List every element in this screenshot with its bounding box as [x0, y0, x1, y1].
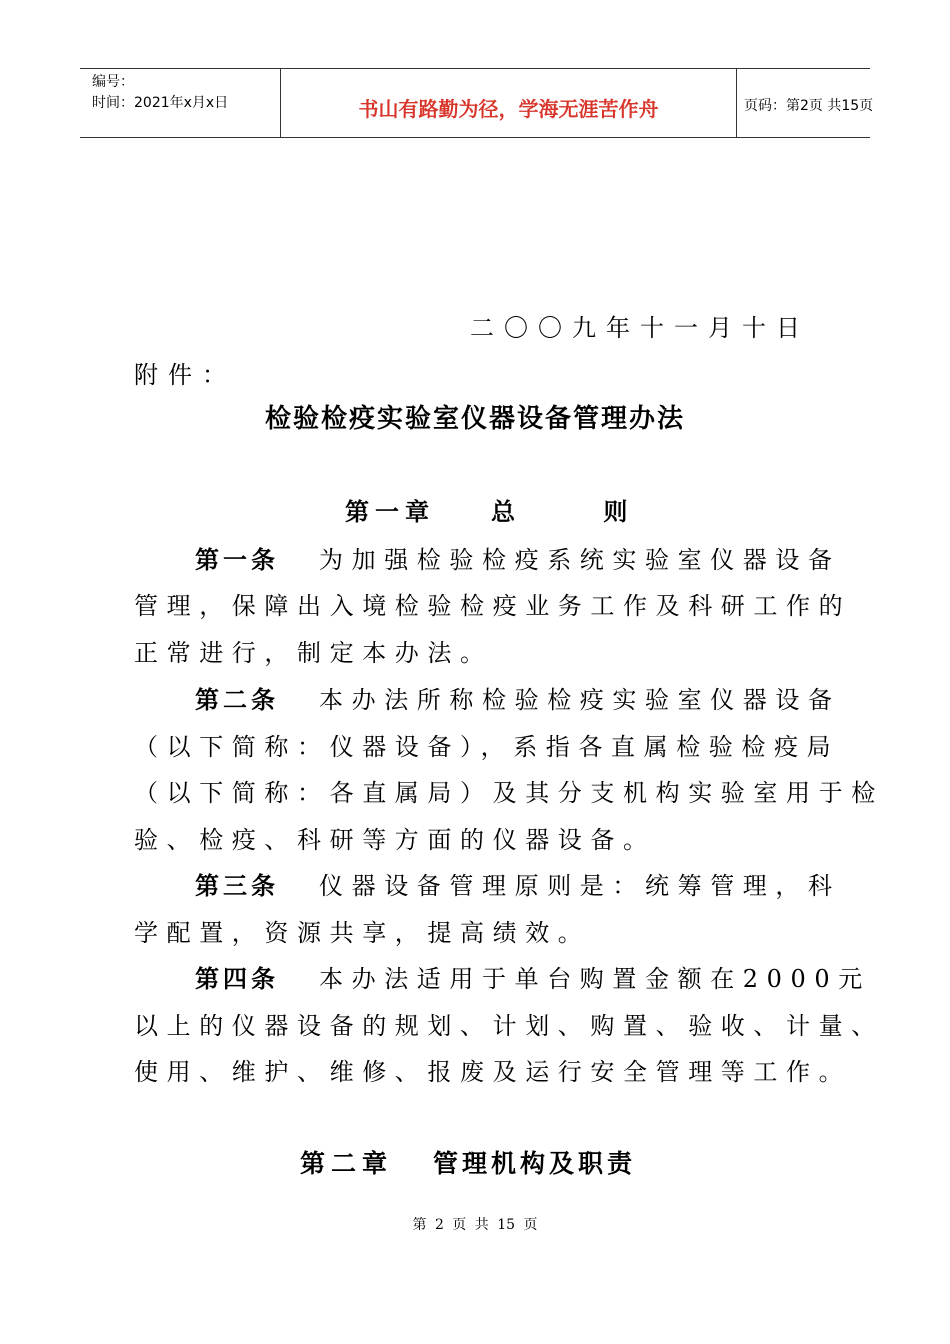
article-1-line-2: 管理，保障出入境检验检疫业务工作及科研工作的 — [134, 592, 852, 620]
article-2-text-1: 本办法所称检验检疫实验室仪器设备 — [319, 686, 841, 714]
header-motto-cell — [280, 69, 737, 137]
chapter-2-number: 第二章 — [300, 1149, 394, 1178]
number-label: 编号： — [92, 74, 134, 90]
chapter-2-title: 管理机构及职责 — [433, 1149, 637, 1178]
article-2-line-1 — [195, 680, 841, 715]
page-footer: 第 2 页 共 15 页 — [412, 1217, 538, 1233]
article-1-text-1: 为加强检验检疫系统实验室仪器设备 — [319, 546, 841, 574]
article-1-label: 第一条 — [195, 546, 279, 574]
chapter-2-heading — [300, 1144, 636, 1180]
article-4-line-1 — [195, 959, 871, 994]
header-page-cell — [736, 69, 874, 137]
motto: 书山有路勤为径，学海无涯苦作舟 — [358, 97, 659, 121]
article-3-line-1 — [195, 866, 841, 901]
article-3-text-1: 仪器设备管理原则是：统筹管理，科 — [319, 872, 841, 900]
article-2-line-4: 验、检疫、科研等方面的仪器设备。 — [134, 826, 656, 854]
chapter-1-heading — [345, 492, 667, 527]
article-2-line-2: （以下简称：仪器设备），系指各直属检验检疫局 — [134, 733, 840, 761]
article-4-line-3: 使用、维护、维修、报废及运行安全管理等工作。 — [134, 1058, 852, 1086]
chapter-1-number: 第一章 — [345, 498, 435, 526]
article-3-line-2: 学配置，资源共享，提高绩效。 — [134, 919, 591, 947]
article-3-label: 第三条 — [195, 872, 279, 900]
time-label: 时间：2021年x月x日 — [92, 95, 229, 111]
article-4-line-2: 以上的仪器设备的规划、计划、购置、验收、计量、 — [134, 1012, 884, 1040]
chapter-1-title: 总 则 — [491, 498, 668, 526]
article-1-line-3: 正常进行，制定本办法。 — [134, 639, 493, 667]
article-2-line-3: （以下简称：各直属局）及其分支机构实验室用于检 — [134, 779, 884, 807]
article-1-line-1 — [195, 540, 841, 575]
document-title: 检验检疫实验室仪器设备管理办法 — [264, 404, 685, 434]
header-meta — [80, 69, 280, 137]
attachment-label: 附件： — [134, 361, 236, 389]
article-2-label: 第二条 — [195, 686, 279, 714]
page-header — [80, 68, 874, 138]
page-indicator: 页码：第2页 共15页 — [744, 98, 874, 114]
document-date: 二〇〇九年十一月十日 — [470, 314, 810, 342]
article-4-text-1: 本办法适用于单台购置金额在2000元 — [319, 965, 871, 993]
article-4-label: 第四条 — [195, 965, 279, 993]
